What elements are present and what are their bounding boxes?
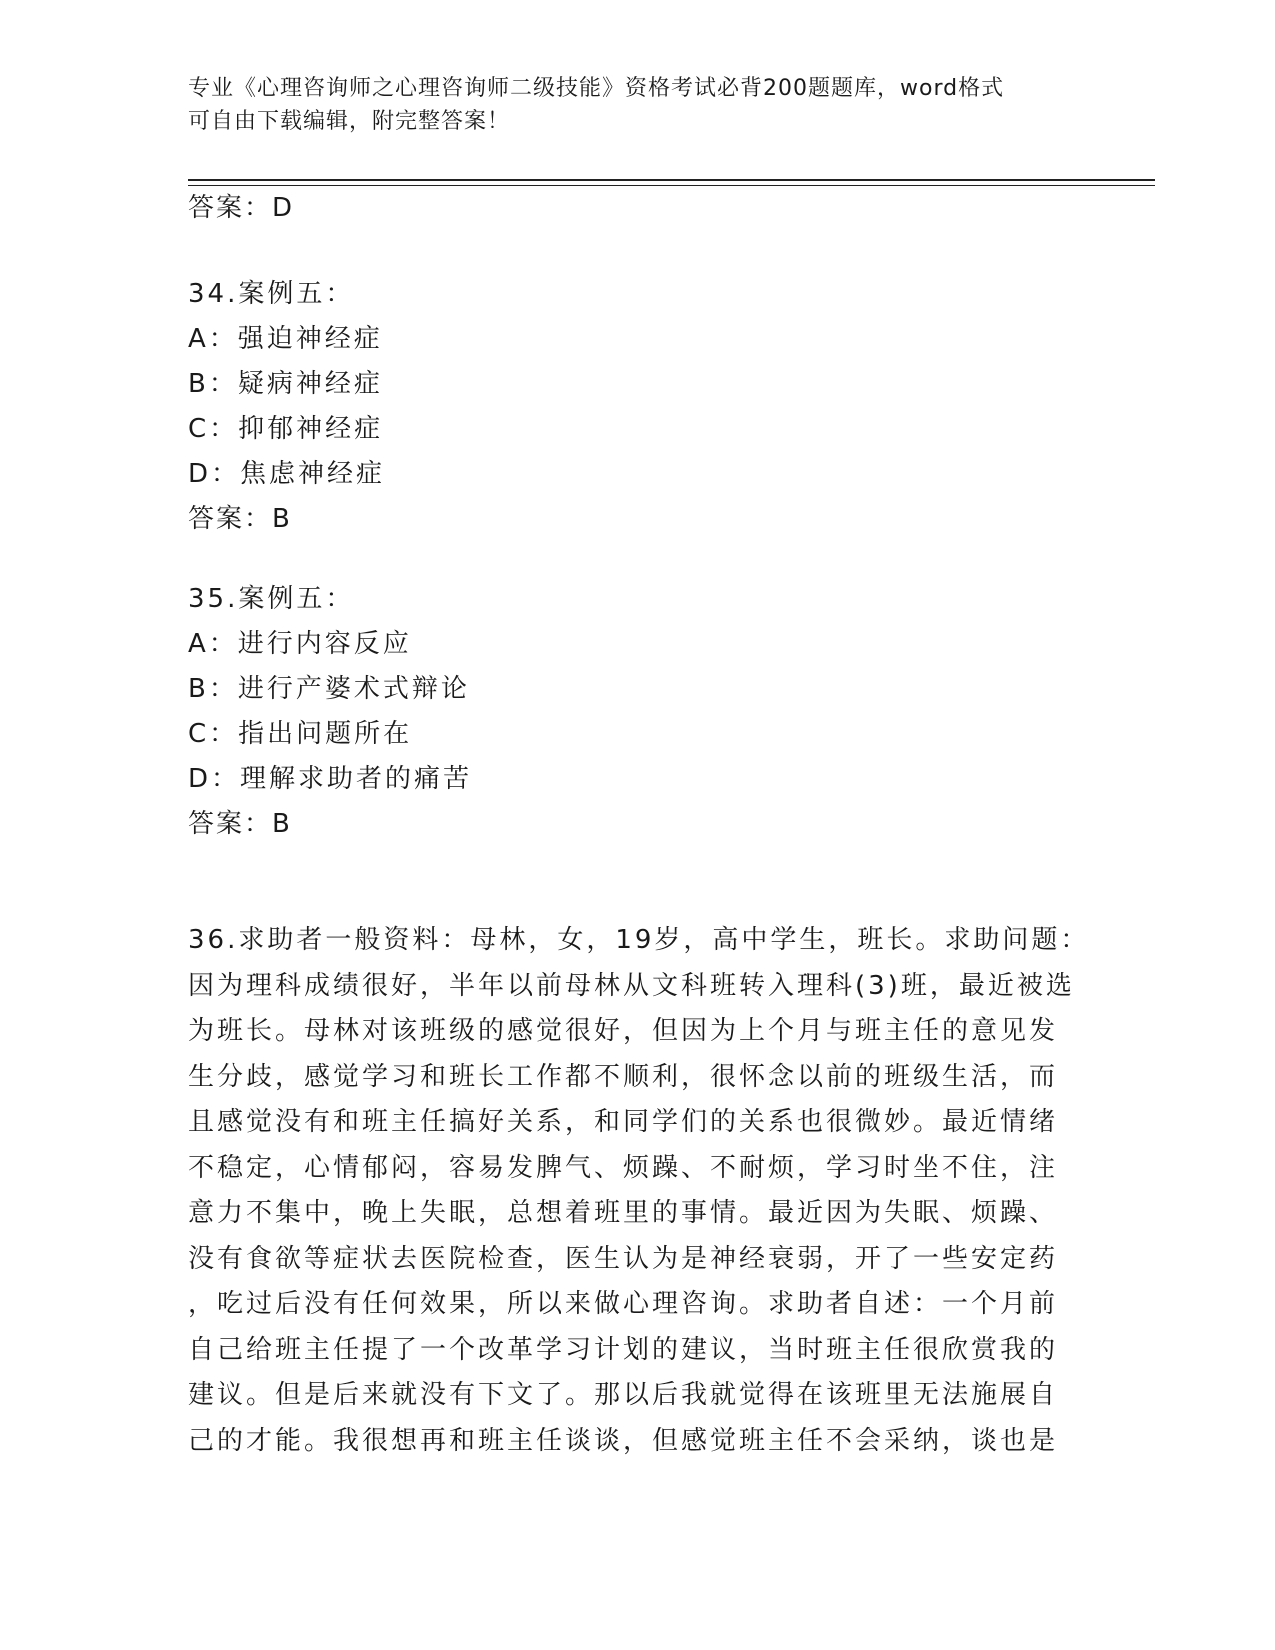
option-a: A：强迫神经症 [188, 324, 383, 354]
question-36-text [188, 918, 1090, 1464]
option-b: B：进行产婆术式辩论 [188, 674, 470, 704]
header-line: 专业《心理咨询师之心理咨询师二级技能》资格考试必背200题题库，word格式 [188, 76, 1005, 101]
document-header [188, 72, 1068, 138]
option-b: B：疑病神经症 [188, 369, 383, 399]
answer-label: 答案：D [188, 193, 295, 223]
paragraph-line: ，吃过后没有任何效果，所以来做心理咨询。求助者自述：一个月前 [188, 1289, 1059, 1319]
option-c: C：抑郁神经症 [188, 414, 384, 444]
previous-answer-block [188, 186, 294, 231]
paragraph-line: 因为理科成绩很好，半年以前母林从文科班转入理科(3)班，最近被选 [188, 970, 1075, 1001]
paragraph-line: 意力不集中，晚上失眠，总想着班里的事情。最近因为失眠、烦躁、 [188, 1198, 1059, 1228]
answer-label: 答案：B [188, 809, 292, 839]
paragraph-line: 为班长。母林对该班级的感觉很好，但因为上个月与班主任的意见发 [188, 1016, 1059, 1046]
header-rule-thin [188, 185, 1155, 186]
paragraph-line: 不稳定，心情郁闷，容易发脾气、烦躁、不耐烦，学习时坐不住，注 [188, 1152, 1059, 1183]
paragraph-line: 且感觉没有和班主任搞好关系，和同学们的关系也很微妙。最近情绪 [188, 1107, 1059, 1137]
option-d: D：焦虑神经症 [188, 459, 386, 489]
paragraph-line: 自己给班主任提了一个改革学习计划的建议，当时班主任很欣赏我的 [188, 1334, 1059, 1365]
question-34 [188, 272, 385, 542]
paragraph-line: 建议。但是后来就没有下文了。那以后我就觉得在该班里无法施展自 [188, 1380, 1059, 1410]
option-a: A：进行内容反应 [188, 629, 412, 659]
question-stem: 35.案例五： [188, 584, 355, 614]
answer-label: 答案：B [188, 504, 292, 534]
header-rule-thick [188, 179, 1155, 181]
paragraph-line: 36.求助者一般资料：母林，女，19岁，高中学生，班长。求助问题： [188, 925, 1090, 955]
option-c: C：指出问题所在 [188, 719, 413, 749]
header-line: 可自由下载编辑，附完整答案！ [188, 109, 511, 134]
question-35 [188, 577, 472, 847]
option-d: D：理解求助者的痛苦 [188, 764, 473, 794]
paragraph-line: 没有食欲等症状去医院检查，医生认为是神经衰弱，开了一些安定药 [188, 1243, 1059, 1274]
paragraph-line: 生分歧，感觉学习和班长工作都不顺利，很怀念以前的班级生活，而 [188, 1061, 1059, 1092]
question-stem: 34.案例五： [188, 279, 355, 309]
paragraph-line: 己的才能。我很想再和班主任谈谈，但感觉班主任不会采纳，谈也是 [188, 1425, 1059, 1456]
